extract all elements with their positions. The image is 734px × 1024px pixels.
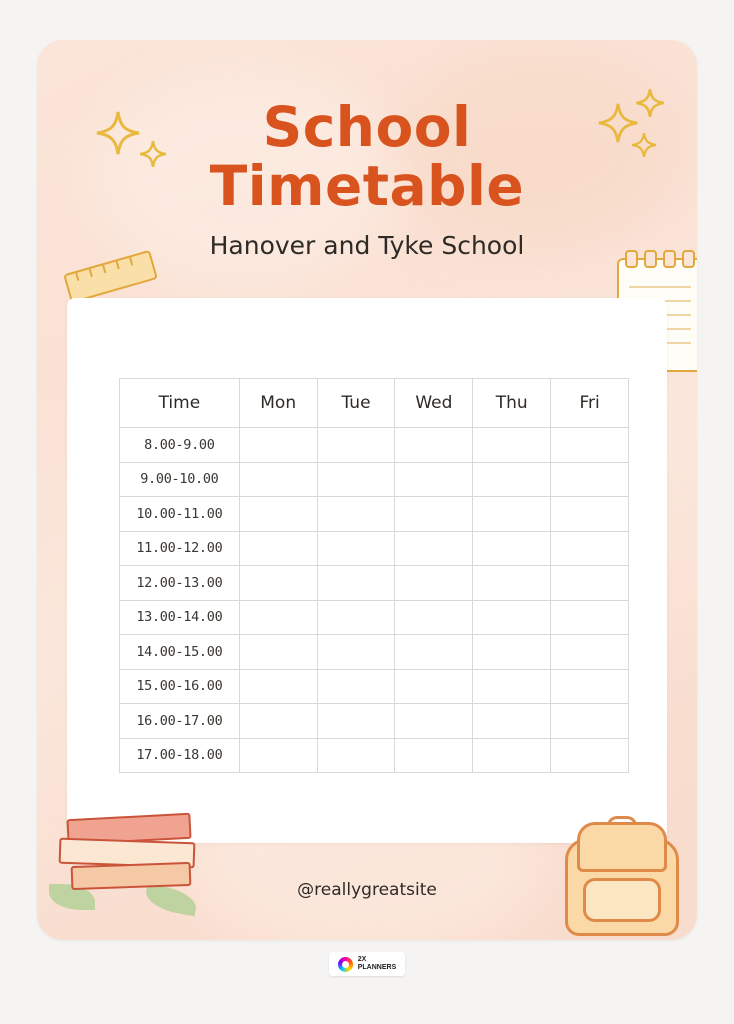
slot-cell[interactable] xyxy=(551,600,629,635)
slot-cell[interactable] xyxy=(317,566,395,601)
slot-cell[interactable] xyxy=(551,497,629,532)
books-icon xyxy=(49,810,209,920)
slot-cell[interactable] xyxy=(239,531,317,566)
slot-cell[interactable] xyxy=(317,600,395,635)
planner-logo-icon xyxy=(338,957,353,972)
slot-cell[interactable] xyxy=(317,704,395,739)
social-handle: @reallygreatsite xyxy=(297,880,437,900)
slot-cell[interactable] xyxy=(239,600,317,635)
page-title xyxy=(37,40,697,217)
slot-cell[interactable] xyxy=(473,462,551,497)
slot-cell[interactable] xyxy=(239,566,317,601)
time-label: 12.00-13.00 xyxy=(120,566,240,601)
slot-cell[interactable] xyxy=(473,669,551,704)
slot-cell[interactable] xyxy=(317,738,395,773)
slot-cell[interactable] xyxy=(551,669,629,704)
slot-cell[interactable] xyxy=(551,704,629,739)
slot-cell[interactable] xyxy=(395,635,473,670)
table-row xyxy=(120,635,629,670)
column-header-wed: Wed xyxy=(395,379,473,428)
slot-cell[interactable] xyxy=(395,738,473,773)
slot-cell[interactable] xyxy=(551,462,629,497)
slot-cell[interactable] xyxy=(395,428,473,463)
slot-cell[interactable] xyxy=(395,497,473,532)
page-subtitle: Hanover and Tyke School xyxy=(209,230,525,260)
table-row xyxy=(120,497,629,532)
backpack-icon xyxy=(559,816,679,934)
column-header-thu: Thu xyxy=(473,379,551,428)
slot-cell[interactable] xyxy=(551,566,629,601)
table-row xyxy=(120,462,629,497)
slot-cell[interactable] xyxy=(239,462,317,497)
slot-cell[interactable] xyxy=(239,497,317,532)
table-row xyxy=(120,738,629,773)
time-label: 9.00-10.00 xyxy=(120,462,240,497)
slot-cell[interactable] xyxy=(239,704,317,739)
page-title-line2: Timetable xyxy=(209,154,525,219)
table-row xyxy=(120,600,629,635)
column-header-mon: Mon xyxy=(239,379,317,428)
table-header-row xyxy=(120,379,629,428)
slot-cell[interactable] xyxy=(473,635,551,670)
watermark-line1: 2X xyxy=(357,956,367,963)
slot-cell[interactable] xyxy=(551,428,629,463)
slot-cell[interactable] xyxy=(473,704,551,739)
slot-cell[interactable] xyxy=(395,531,473,566)
slot-cell[interactable] xyxy=(473,738,551,773)
slot-cell[interactable] xyxy=(317,497,395,532)
time-label: 16.00-17.00 xyxy=(120,704,240,739)
slot-cell[interactable] xyxy=(317,462,395,497)
slot-cell[interactable] xyxy=(395,566,473,601)
table-row xyxy=(120,428,629,463)
table-row xyxy=(120,566,629,601)
slot-cell[interactable] xyxy=(473,566,551,601)
time-label: 14.00-15.00 xyxy=(120,635,240,670)
slot-cell[interactable] xyxy=(551,531,629,566)
column-header-time: Time xyxy=(120,379,240,428)
slot-cell[interactable] xyxy=(395,704,473,739)
time-label: 11.00-12.00 xyxy=(120,531,240,566)
time-label: 10.00-11.00 xyxy=(120,497,240,532)
slot-cell[interactable] xyxy=(317,669,395,704)
slot-cell[interactable] xyxy=(473,600,551,635)
timetable-panel xyxy=(67,298,667,843)
page-title-line1: School xyxy=(262,95,472,159)
table-row xyxy=(120,704,629,739)
time-label: 17.00-18.00 xyxy=(120,738,240,773)
slot-cell[interactable] xyxy=(317,428,395,463)
timetable-card xyxy=(37,40,697,940)
slot-cell[interactable] xyxy=(473,428,551,463)
watermark-badge[interactable] xyxy=(329,952,406,976)
slot-cell[interactable] xyxy=(473,531,551,566)
column-header-tue: Tue xyxy=(317,379,395,428)
table-row xyxy=(120,669,629,704)
time-label: 15.00-16.00 xyxy=(120,669,240,704)
watermark-line2: PLANNERS xyxy=(357,964,397,971)
slot-cell[interactable] xyxy=(473,497,551,532)
slot-cell[interactable] xyxy=(239,428,317,463)
table-row xyxy=(120,531,629,566)
slot-cell[interactable] xyxy=(395,462,473,497)
notepad-rings xyxy=(625,250,697,268)
time-label: 13.00-14.00 xyxy=(120,600,240,635)
slot-cell[interactable] xyxy=(317,531,395,566)
slot-cell[interactable] xyxy=(395,600,473,635)
timetable-table xyxy=(119,378,629,773)
footer-watermark xyxy=(0,952,734,976)
time-label: 8.00-9.00 xyxy=(120,428,240,463)
slot-cell[interactable] xyxy=(395,669,473,704)
slot-cell[interactable] xyxy=(317,635,395,670)
slot-cell[interactable] xyxy=(239,635,317,670)
slot-cell[interactable] xyxy=(551,738,629,773)
slot-cell[interactable] xyxy=(551,635,629,670)
slot-cell[interactable] xyxy=(239,738,317,773)
slot-cell[interactable] xyxy=(239,669,317,704)
column-header-fri: Fri xyxy=(551,379,629,428)
